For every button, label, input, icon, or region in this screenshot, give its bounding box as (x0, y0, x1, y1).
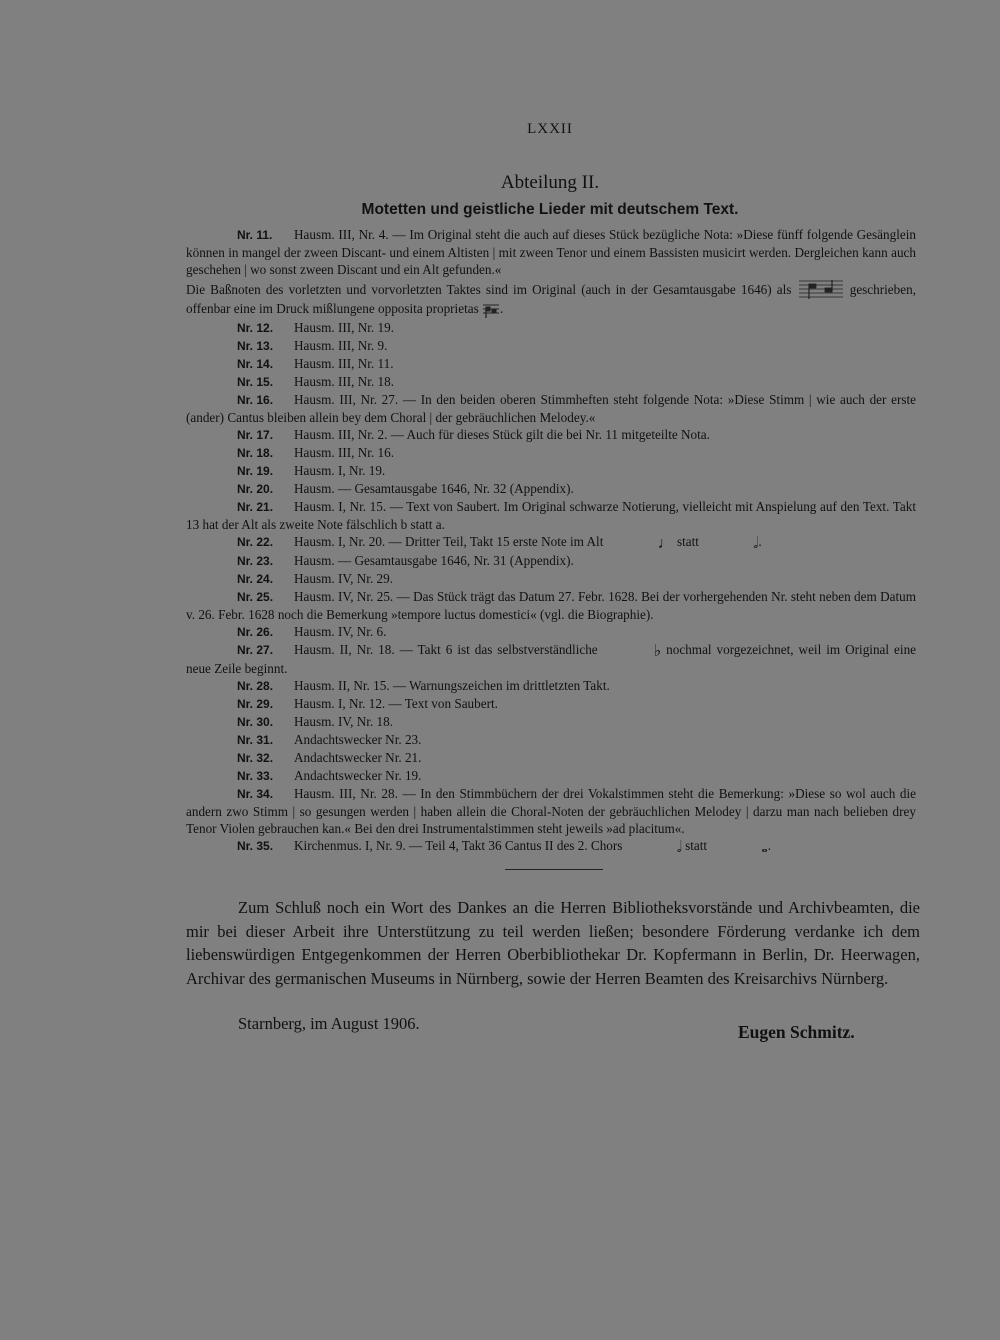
entry-text: . (500, 301, 504, 316)
entry-text: Hausm. III, Nr. 11. (294, 356, 394, 371)
entry-text: nochmal vorgezeichnet, weil im Original eine neue Zeile beginnt. (186, 642, 917, 676)
entry-text: . (758, 534, 762, 549)
entry-number: Nr. 29. (237, 697, 274, 711)
entry-text: Hausm. II, Nr. 15. — Warnungszeichen im drittletzten Takt. (294, 678, 610, 693)
note-entry-31 (186, 731, 916, 749)
note-entry-19 (186, 462, 916, 480)
entry-text: Hausm. III, Nr. 19. (294, 320, 394, 335)
note-entry-11 (186, 226, 916, 278)
entry-text: Hausm. III, Nr. 18. (294, 374, 394, 389)
entry-number: Nr. 33. (237, 769, 274, 783)
note-entry-13 (186, 337, 916, 355)
entry-text: Hausm. III, Nr. 16. (294, 445, 394, 460)
ligature-icon (482, 301, 500, 319)
entry-text: geschrieben, offenbar eine im Druck mißlungene opposita proprietas (186, 282, 916, 316)
entry-text: Andachtswecker Nr. 23. (294, 732, 422, 747)
entry-number: Nr. 32. (237, 751, 274, 765)
note-entry-28 (186, 677, 916, 695)
entry-number: Nr. 11. (237, 228, 273, 242)
entry-number: Nr. 16. (237, 393, 274, 407)
entry-text: Hausm. I, Nr. 20. — Dritter Teil, Takt 15 erste Note im Alt (294, 534, 604, 549)
entry-text: Hausm. III, Nr. 27. — In den beiden oberen Stimmheften steht folgende Nota: »Diese Stimm | wie auch der erste (ander) Cantus bleiben allein bey dem Choral | der gebräuchlichen Melodey.« (186, 392, 916, 425)
whole-note-icon: 𝅝 (761, 839, 768, 856)
entry-text: Hausm. III, Nr. 2. — Auch für dieses Stück gilt die bei Nr. 11 mitgeteilte Nota. (294, 427, 710, 442)
note-entry-14 (186, 355, 916, 373)
note-entry-11-bass-remark (186, 278, 916, 319)
note-entry-35 (186, 837, 916, 856)
note-entry-30 (186, 713, 916, 731)
section-title: Abteilung II. (500, 172, 600, 193)
entry-number: Nr. 20. (237, 482, 274, 496)
entry-number: Nr. 19. (237, 464, 274, 478)
closing-paragraph: Zum Schluß noch ein Wort des Dankes an die Herren Bibliotheksvorstände und Archivbeamten, die mir bei dieser Arbeit ihre Unterstützung zu teil werden ließen; besondere Förderung verdanke ich dem liebenswürdigen Entgegenkommen der Herren Oberbibliothekar Dr. Kopfermann in Berlin, Dr. Heerwagen, Archivar des germanischen Museums in Nürnberg, sowie der Herren Beamten des Kreisarchivs Nürnberg. (186, 898, 920, 988)
entry-text: Hausm. IV, Nr. 6. (294, 624, 387, 639)
entry-number: Nr. 17. (237, 428, 274, 442)
entry-number: Nr. 12. (237, 321, 274, 335)
note-entry-12 (186, 319, 916, 337)
note-entry-22 (186, 533, 916, 552)
entry-text: Hausm. — Gesamtausgabe 1646, Nr. 32 (Appendix). (294, 481, 574, 496)
entry-text: Hausm. IV, Nr. 25. — Das Stück trägt das Datum 27. Febr. 1628. Bei der vorhergehenden Nr. steht neben dem Datum v. 26. Febr. 1628 noch die Bemerkung »tempore luctus domestici« (vgl. die Biographie). (186, 589, 916, 622)
entry-text: Kirchenmus. I, Nr. 9. — Teil 4, Takt 36 Cantus II des 2. Chors (294, 838, 623, 853)
entry-number: Nr. 21. (237, 500, 274, 514)
entry-number: Nr. 14. (237, 357, 274, 371)
note-entry-20 (186, 480, 916, 498)
note-entry-29 (186, 695, 916, 713)
entry-text: Hausm. — Gesamtausgabe 1646, Nr. 31 (Appendix). (294, 553, 574, 568)
entry-text: Hausm. I, Nr. 15. — Text von Saubert. Im Original schwarze Notierung, vielleicht mit Anspielung auf den Text. Takt 13 hat der Alt als zweite Note fälschlich b statt a. (186, 499, 916, 532)
entry-text: Hausm. IV, Nr. 29. (294, 571, 394, 586)
entry-number: Nr. 23. (237, 554, 274, 568)
section-divider (505, 869, 603, 870)
note-entry-17 (186, 426, 916, 444)
half-note-icon: 𝅗𝅥 (753, 535, 759, 552)
note-entry-15 (186, 373, 916, 391)
flat-sign-icon: ♭ (653, 643, 662, 660)
entry-number: Nr. 18. (237, 446, 274, 460)
entry-number: Nr. 15. (237, 375, 274, 389)
entry-text: Hausm. I, Nr. 19. (294, 463, 386, 478)
note-entry-18 (186, 444, 916, 462)
entry-text: statt (685, 838, 708, 853)
page-number: LXXII (527, 121, 573, 137)
entry-text: Hausm. II, Nr. 18. — Takt 6 ist das selbstverständliche (294, 642, 598, 657)
entry-number: Nr. 13. (237, 339, 274, 353)
entry-text: Hausm. I, Nr. 12. — Text von Saubert. (294, 696, 498, 711)
note-entry-16 (186, 391, 916, 426)
note-entry-33 (186, 767, 916, 785)
note-entry-26 (186, 623, 916, 641)
entry-text: Andachtswecker Nr. 21. (294, 750, 422, 765)
main-heading: Motetten und geistliche Lieder mit deutschem Text. (361, 201, 739, 218)
entry-number: Nr. 28. (237, 679, 274, 693)
place-and-date: Starnberg, im August 1906. (238, 1014, 420, 1033)
author-signature: Eugen Schmitz. (738, 1022, 855, 1042)
entry-number: Nr. 31. (237, 733, 274, 747)
note-entry-34 (186, 785, 916, 837)
half-note-icon: 𝅗𝅥 (676, 839, 682, 856)
entry-text: Die Baßnoten des vorletzten und vorvorletzten Taktes sind im Original (auch in der Gesamtausgabe 1646) als (186, 282, 792, 297)
entry-text: Hausm. III, Nr. 28. — In den Stimmbüchern der drei Vokalstimmen steht die Bemerkung: »Diese so wol auch die andern zwo Stimm | so gesungen werden | haben allein die Choral-Noten der gebräuchlichen Melodey | darzu man nach belieben drey Tenor Violen gebrauchen kan.« Bei den drei Instrumentalstimmen steht jeweils »ad placitum«. (186, 786, 916, 836)
entry-text: Hausm. IV, Nr. 18. (294, 714, 394, 729)
entry-number: Nr. 22. (237, 535, 274, 549)
note-entry-21 (186, 498, 916, 533)
entry-text: Andachtswecker Nr. 19. (294, 768, 422, 783)
entry-number: Nr. 30. (237, 715, 274, 729)
entry-text: statt (676, 534, 699, 549)
note-entry-32 (186, 749, 916, 767)
note-entry-23 (186, 552, 916, 570)
closing-remarks (186, 896, 920, 990)
entry-text: Hausm. III, Nr. 9. (294, 338, 388, 353)
note-entry-24 (186, 570, 916, 588)
entry-number: Nr. 27. (237, 643, 274, 657)
bass-notation-icon (797, 278, 845, 300)
entry-number: Nr. 24. (237, 572, 274, 586)
entry-text: . (767, 838, 772, 853)
note-entry-27 (186, 641, 916, 677)
entry-number: Nr. 34. (237, 787, 274, 801)
quarter-note-icon: ♩ (657, 535, 674, 552)
entry-text: Hausm. III, Nr. 4. — Im Original steht die auch auf dieses Stück bezügliche Nota: »Diese fünff folgende Gesänglein können in mangel der zween Discant- und einem Altisten | mit zween Tenor und einem Bassisten musicirt werden. Dergleichen kann auch geschehen | wo sonst zween Discant und ein Alt gefunden.« (186, 227, 916, 277)
entry-number: Nr. 26. (237, 625, 274, 639)
note-entry-25 (186, 588, 916, 623)
notes-list (186, 226, 916, 856)
entry-number: Nr. 35. (237, 839, 274, 853)
entry-number: Nr. 25. (237, 590, 274, 604)
